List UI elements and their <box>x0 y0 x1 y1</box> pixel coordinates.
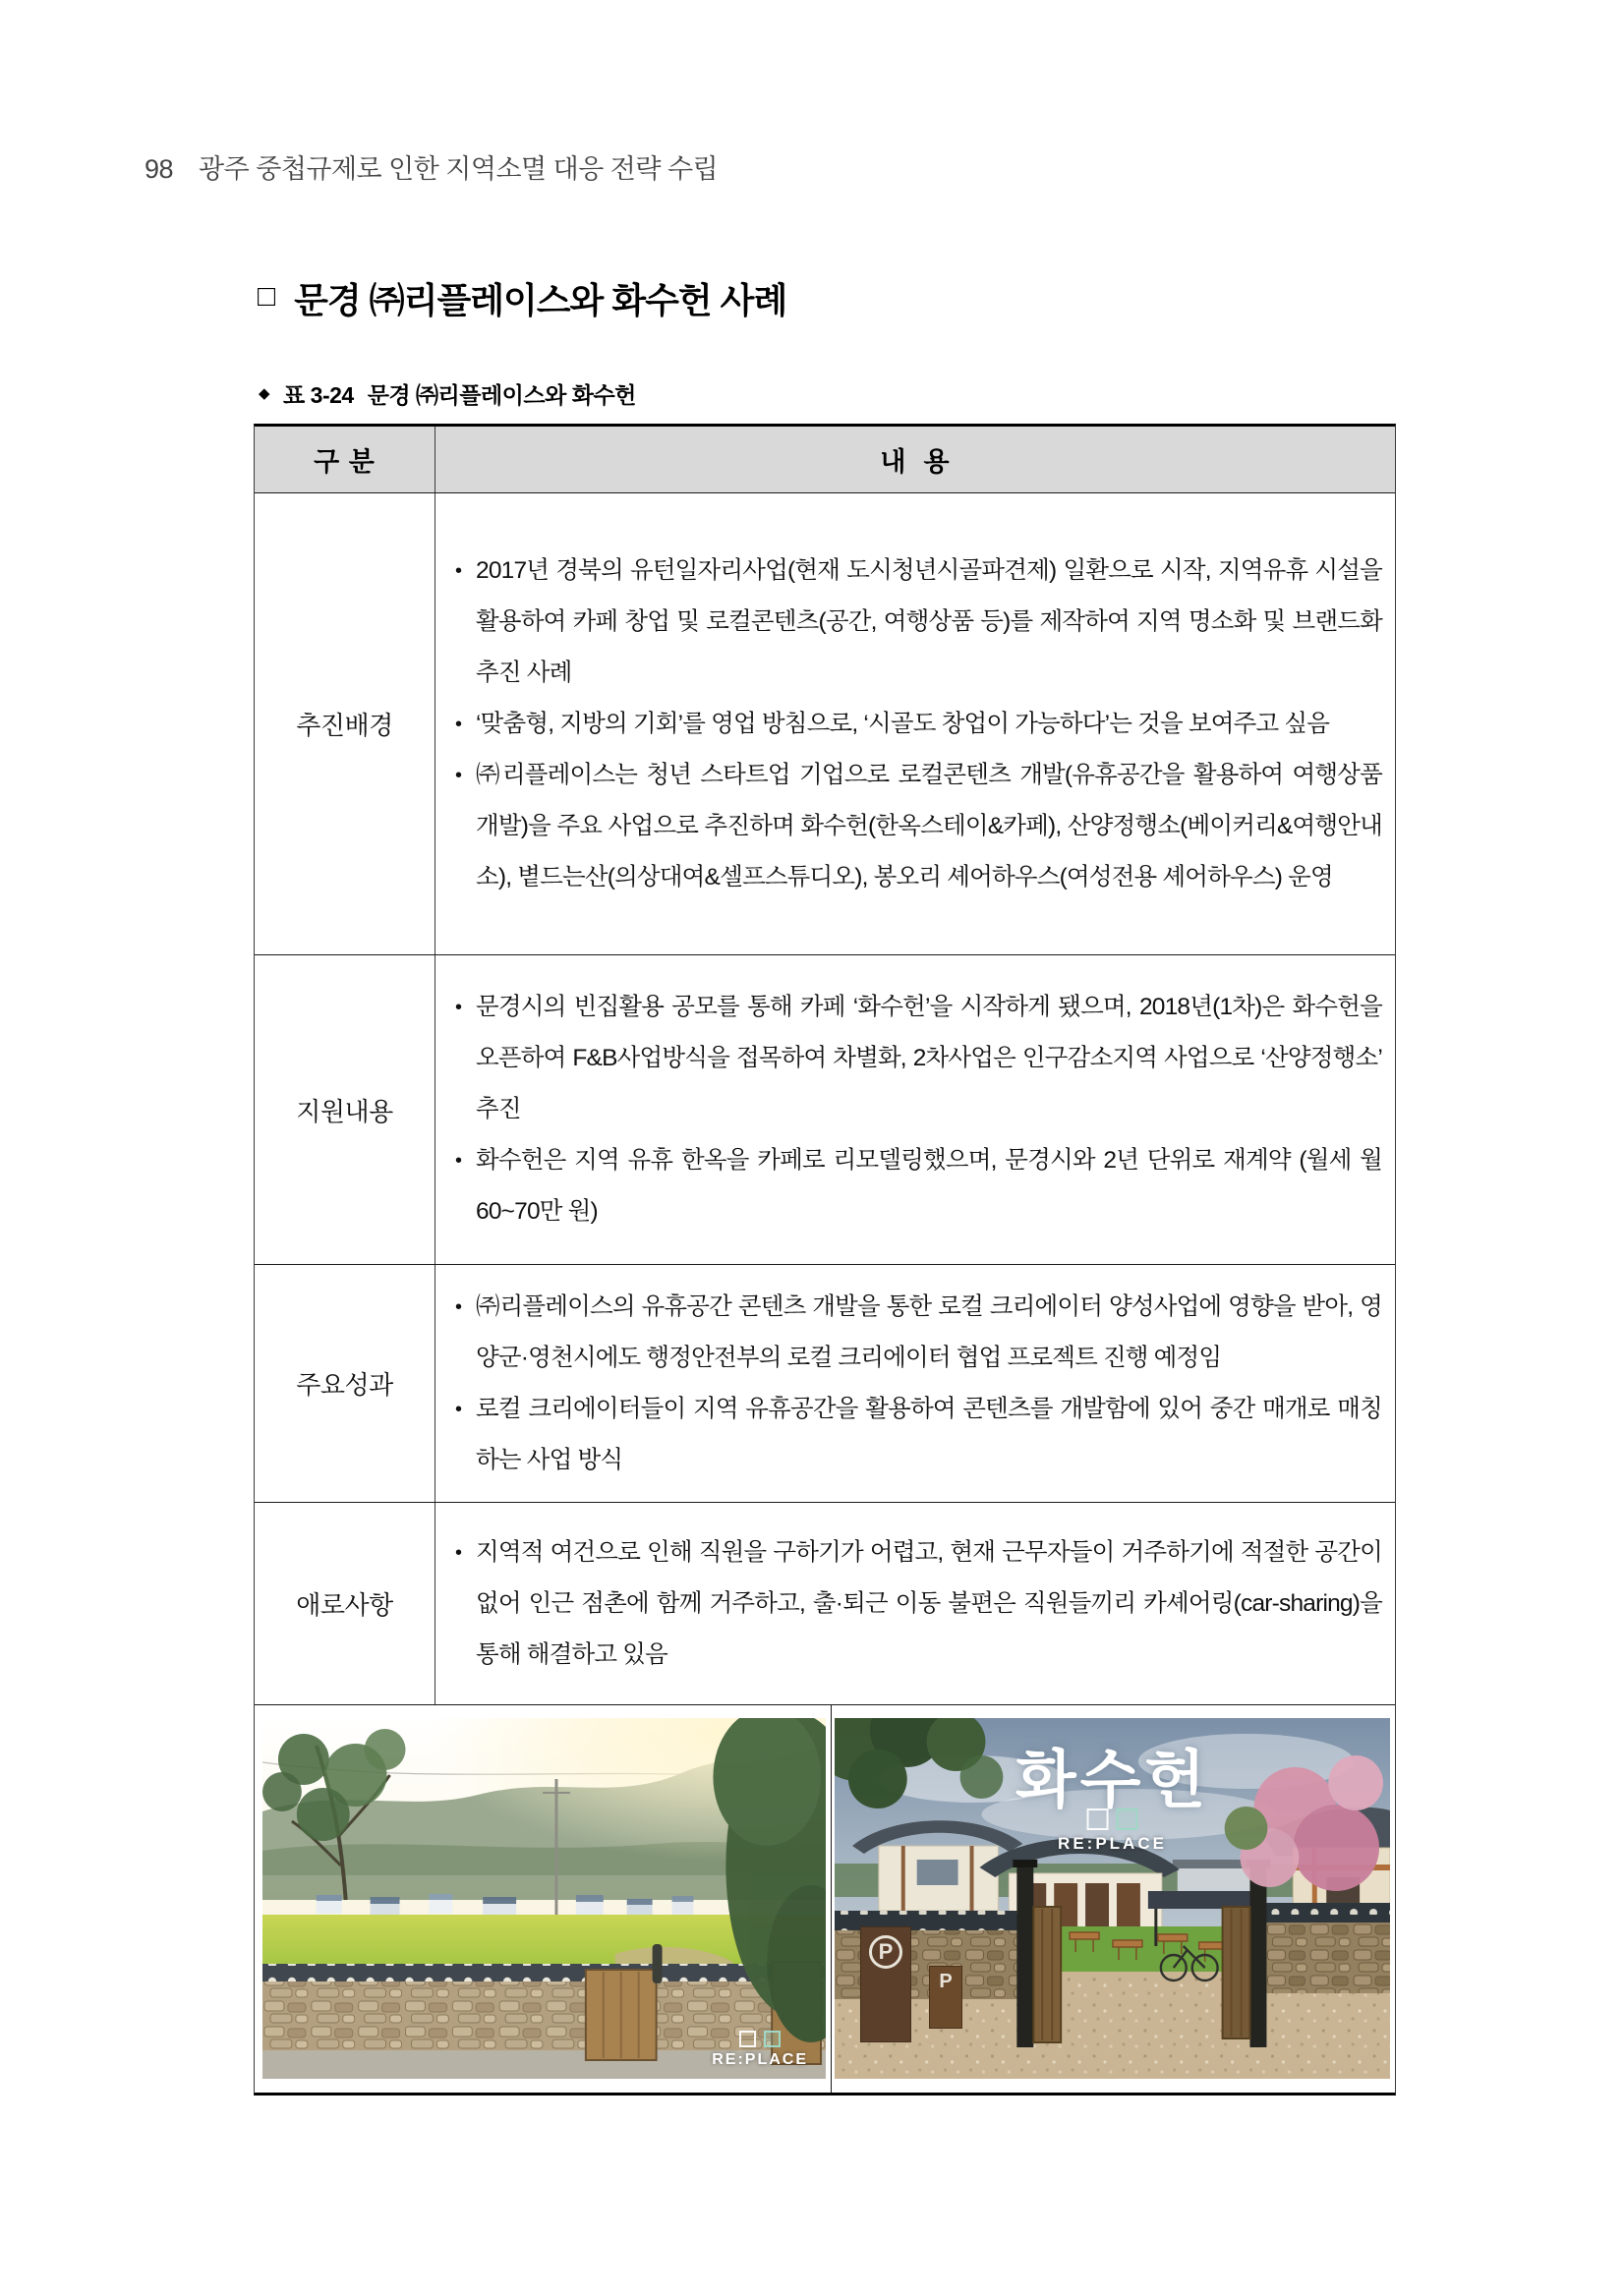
section-title <box>258 273 786 323</box>
bullet-item <box>448 1135 1382 1237</box>
hwasuheon-photo-title: 화수헌 <box>1015 1745 1210 1815</box>
case-table <box>254 424 1396 2095</box>
table-row <box>255 1503 1395 1705</box>
bullet-item <box>448 1527 1382 1681</box>
table-caption-label: 표 3-24 <box>283 382 354 408</box>
bullet-icon: • <box>455 559 462 582</box>
bullet-item <box>448 1384 1382 1486</box>
small-parking-sign: P <box>929 1966 962 2029</box>
photo-cell-right <box>832 1705 1395 2093</box>
photo-cell-left <box>255 1705 832 2093</box>
row-content <box>435 1503 1395 1704</box>
bullet-item <box>448 545 1382 699</box>
replace-logo-text: RE:PLACE <box>712 2051 808 2068</box>
row-content <box>435 1265 1395 1502</box>
parking-signboard <box>860 1926 911 2042</box>
bullet-text: 화수헌은 지역 유휴 한옥을 카페로 리모델링했으며, 문경시와 2년 단위로 재계약 (월세 월 60~70만 원) <box>476 1147 1382 1225</box>
table-row <box>255 493 1395 955</box>
bullet-text: ㈜리플레이스는 청년 스타트업 기업으로 로컬콘텐츠 개발(유휴공간을 활용하여 여행상품 개발)을 주요 사업으로 추진하며 화수헌(한옥스테이&카페), 산양정행소(베이커리&여행안내소), 볕드는산(의상대여&셀프스튜디오), 봉오리 셰어하우스(여성전용 셰어하우스) 운영 <box>476 761 1382 890</box>
replace-logo <box>712 2031 808 2069</box>
parking-icon: P <box>869 1935 902 1969</box>
bullet-text: 문경시의 빈집활용 공모를 통해 카페 ‘화수헌’을 시작하게 됐으며, 2018년(1차)은 화수헌을 오픈하여 F&B사업방식을 접목하여 차별화, 2차사업은 인구감소지역 사업으로 ‘산양정행소’ 추진 <box>476 994 1382 1122</box>
table-caption <box>259 377 636 410</box>
bullet-icon: • <box>455 1541 462 1564</box>
replace-logo-squares-icon <box>739 2031 781 2047</box>
photo-row <box>255 1705 1395 2093</box>
running-header-title: 광주 중첩규제로 인한 지역소멸 대응 전략 수립 <box>199 154 719 184</box>
bullet-text: ‘맞춤형, 지방의 기회’를 영업 방침으로, ‘시골도 창업이 가능하다’는 것을 보여주고 싶음 <box>476 710 1330 737</box>
bullet-icon: • <box>455 1150 462 1172</box>
right-photo-hwasuheon-entrance <box>835 1718 1390 2079</box>
bullet-icon: • <box>455 997 462 1018</box>
bullet-item <box>448 1282 1382 1384</box>
bullet-text: 지역적 여건으로 인해 직원을 구하기가 어렵고, 현재 근무자들이 거주하기에 적절한 공간이 없어 인근 점촌에 함께 거주하고, 출·퇴근 이동 불편은 직원들끼리 카셰어링(car-sharing)을 통해 해결하고 있음 <box>476 1538 1382 1668</box>
replace-logo-text: RE:PLACE <box>1058 1834 1167 1853</box>
diamond-bullet-icon: ◆ <box>259 384 270 402</box>
table-row <box>255 1265 1395 1503</box>
bullet-text: 2017년 경북의 유턴일자리사업(현재 도시청년시골파견제) 일환으로 시작, 지역유휴 시설을 활용하여 카페 창업 및 로컬콘텐츠(공간, 여행상품 등)를 제작하여 지역 명소화 및 브랜드화 추진 사례 <box>476 556 1382 686</box>
header-cell-category: 구 분 <box>255 427 435 492</box>
table-caption-title: 문경 ㈜리플레이스와 화수헌 <box>367 382 636 408</box>
table-row <box>255 955 1395 1265</box>
section-title-text: 문경 ㈜리플레이스와 화수헌 사례 <box>294 280 787 320</box>
square-bullet-icon: □ <box>258 279 275 313</box>
bullet-text: 로컬 크리에이터들이 지역 유휴공간을 활용하여 콘텐츠를 개발함에 있어 중간 매개로 매칭하는 사업 방식 <box>476 1395 1382 1473</box>
bullet-item <box>448 750 1382 903</box>
replace-logo-squares-icon <box>1087 1808 1138 1830</box>
row-content <box>435 493 1395 954</box>
bullet-icon: • <box>455 713 462 735</box>
bullet-item <box>448 982 1382 1135</box>
running-header <box>145 147 718 186</box>
replace-logo <box>1058 1808 1167 1854</box>
row-label: 애로사항 <box>255 1503 435 1704</box>
bullet-text: ㈜리플레이스의 유휴공간 콘텐츠 개발을 통한 로컬 크리에이터 양성사업에 영향을 받아, 영양군·영천시에도 행정안전부의 로컬 크리에이터 협업 프로젝트 진행 예정임 <box>476 1292 1382 1371</box>
row-label: 추진배경 <box>255 493 435 954</box>
header-cell-content: 내 용 <box>880 447 951 477</box>
bullet-icon: • <box>455 1295 462 1318</box>
table-header-row <box>255 427 1395 493</box>
row-content <box>435 955 1395 1264</box>
bullet-icon: • <box>455 1398 462 1420</box>
bullet-item <box>448 699 1382 750</box>
page-number: 98 <box>145 154 174 184</box>
row-label: 주요성과 <box>255 1265 435 1502</box>
left-photo-rural-landscape <box>262 1718 826 2079</box>
row-label: 지원내용 <box>255 955 435 1264</box>
bullet-icon: • <box>455 764 462 786</box>
left-photo-illustration <box>262 1718 826 2079</box>
